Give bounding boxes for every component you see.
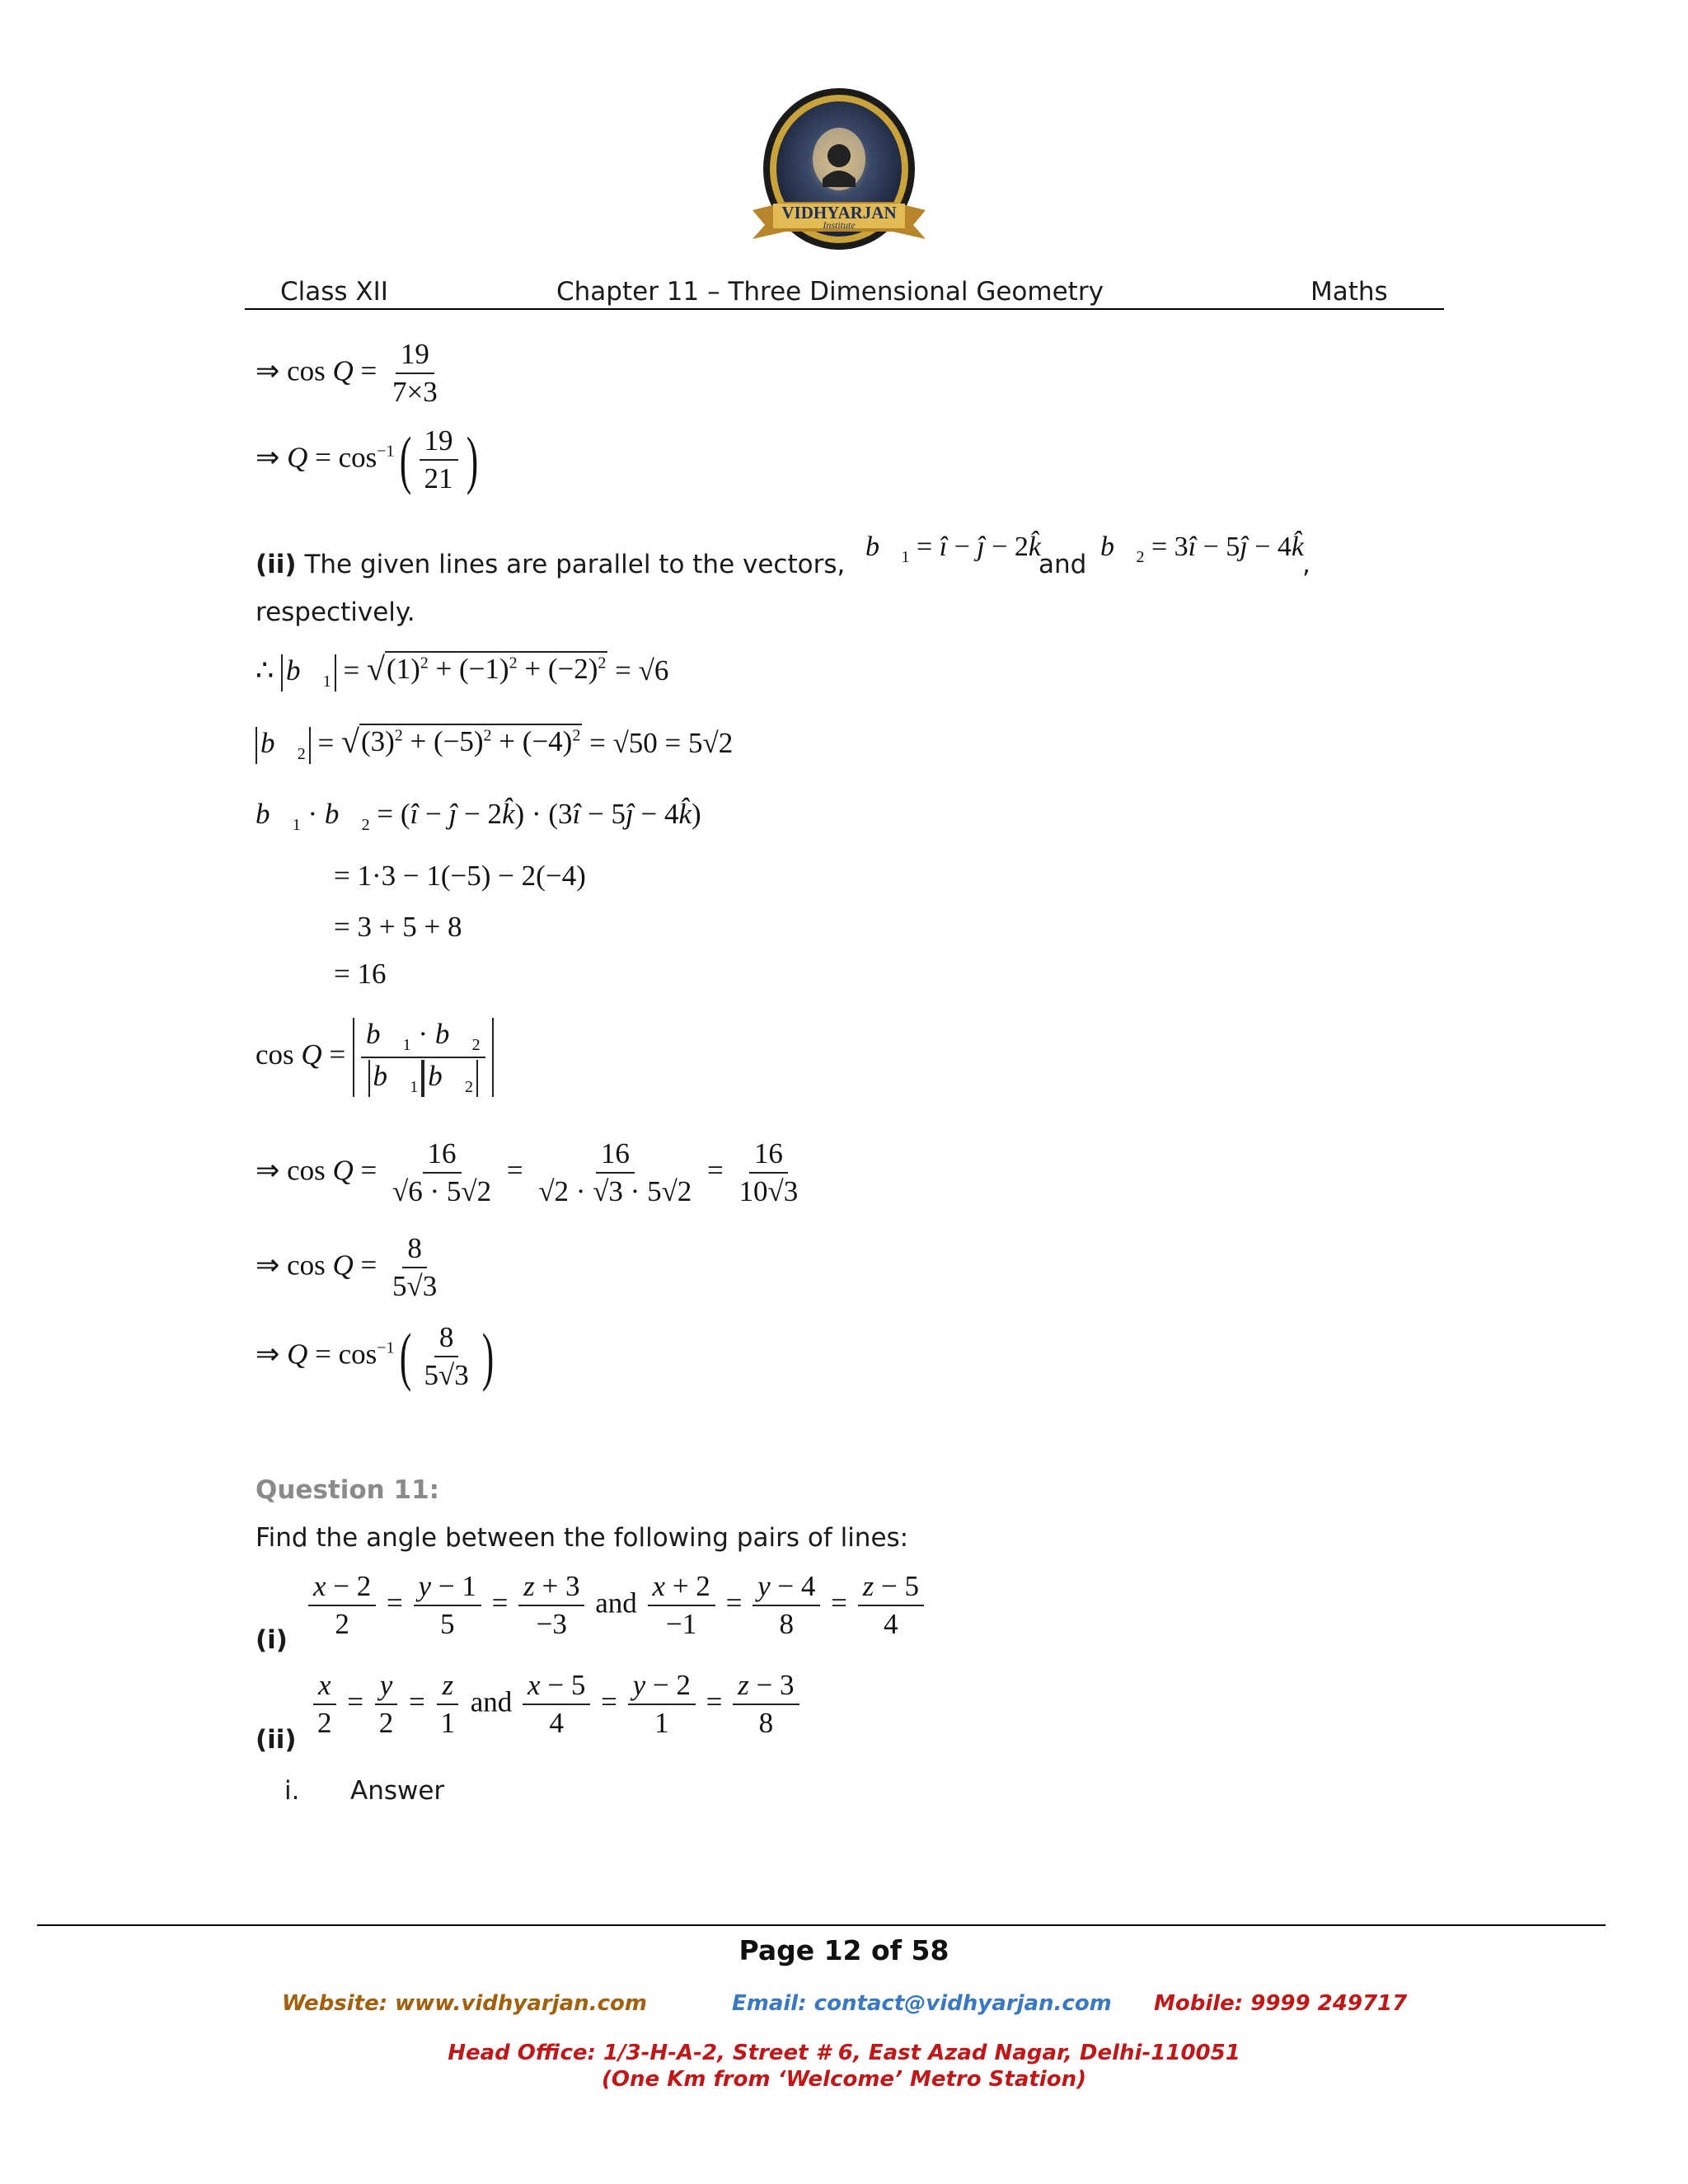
question-heading: Question 11: [256, 1475, 440, 1505]
question-text: Find the angle between the following pairs of lines: [256, 1523, 909, 1553]
footer-website-link[interactable]: Website: www.vidhyarjan.com [282, 1991, 647, 2016]
part-ii-label: (ii) [256, 550, 297, 579]
answer-label: Answer [350, 1776, 445, 1806]
footer-email-link[interactable]: Email: contact@vidhyarjan.com [732, 1991, 1112, 2016]
header-subject: Maths [1311, 277, 1388, 307]
institute-logo [736, 87, 942, 272]
footer-mobile: Mobile: 9999 249717 [1154, 1991, 1408, 2016]
part-ii-text: The given lines are parallel to the vectors, [304, 550, 846, 579]
logo-text-1: VIDHYARJAN [781, 203, 897, 223]
math-dot-step-2: = 3 + 5 + 8 [334, 911, 462, 943]
math-b1-magnitude: ∴ $b⃗_1$ = √ $(1)^2 + (-1)^2 + (-2)^2$ = √6 [256, 650, 669, 691]
footer-divider [37, 1924, 1606, 1926]
math-dot-step-3: = 16 [334, 958, 387, 990]
math-cos-value: ⇒ cos Q = $\frac{16}{√6 \cdot 5√2}$ = $\frac{16}{√2 \cdot √3 \cdot 5√2}$ = $\frac{16}{10√3}$ [256, 1137, 799, 1208]
logo-emblem-icon [736, 87, 942, 272]
part-ii-paragraph [256, 550, 845, 579]
math-cos-simplified: ⇒ cos Q = $\frac{8}{5√3}$ [256, 1232, 438, 1303]
comma: , [1302, 550, 1311, 579]
math-line-2: ⇒ $Q = \cos^{-1}$ ( $\frac{19}{21}$ ) [256, 424, 478, 496]
logo-text-2: Institute [823, 219, 856, 231]
math-angle-result: ⇒ $Q = \cos^{-1}$ ( $\frac{8}{5√3}$ ) [256, 1320, 494, 1393]
respectively-text: respectively. [256, 598, 415, 627]
answer-marker: i. [284, 1776, 300, 1806]
page-number: Page 12 of 58 [738, 1934, 950, 1966]
item-ii-label: (ii) [256, 1725, 297, 1755]
footer-address-line-2: (One Km from ‘Welcome’ Metro Station) [602, 2067, 1086, 2092]
vector-b1: $b⃗_1$ = î − ĵ − 2k̂ [865, 532, 1042, 566]
math-dot-step-1: = 1·3 − 1(−5) − 2(−4) [334, 860, 586, 892]
footer-address-line-1: Head Office: 1/3-H-A-2, Street # 6, East Azad Nagar, Delhi-110051 [448, 2041, 1240, 2065]
and-word: and [1039, 550, 1087, 579]
math-b2-magnitude: $b⃗_2$ = √ $(3)^2 + (-5)^2 + (-4)^2$ = √50 = 5√2 [256, 724, 733, 764]
math-lines-i: $\frac{x - 2}{2}$ = $\frac{y - 1}{5}$ = $\frac{z + 3}{-3}$ and $\frac{x + 2}{-1}$ = $\frac{y - 4}{8}$ = $\frac{z - 5}{4}$ [305, 1570, 927, 1642]
header-divider [245, 308, 1444, 310]
math-dot-product: $b⃗_1$ · $b⃗_2$ = (î − ĵ − 2k̂) · (3î − 5ĵ − 4k̂) [256, 798, 701, 834]
math-line-1: ⇒ cos Q = $\frac{19}{7\times 3}$ [256, 338, 438, 409]
header-chapter: Chapter 11 – Three Dimensional Geometry [556, 277, 1104, 307]
vector-b2: $b⃗_2$ = 3î − 5ĵ − 4k̂ [1100, 532, 1305, 566]
item-i-label: (i) [256, 1625, 288, 1655]
math-lines-ii: $\frac{x}{2}$ = $\frac{y}{2}$ = $\frac{z}{1}$ and $\frac{x - 5}{4}$ = $\frac{y - 2}{1}$ = $\frac{z - 3}{8}$ [309, 1669, 803, 1741]
header-class: Class XII [280, 277, 388, 307]
math-cos-formula: cos Q = $\frac{b⃗_1 \cdot b⃗_2}{b⃗_1 b⃗_2}$ [256, 1018, 494, 1097]
